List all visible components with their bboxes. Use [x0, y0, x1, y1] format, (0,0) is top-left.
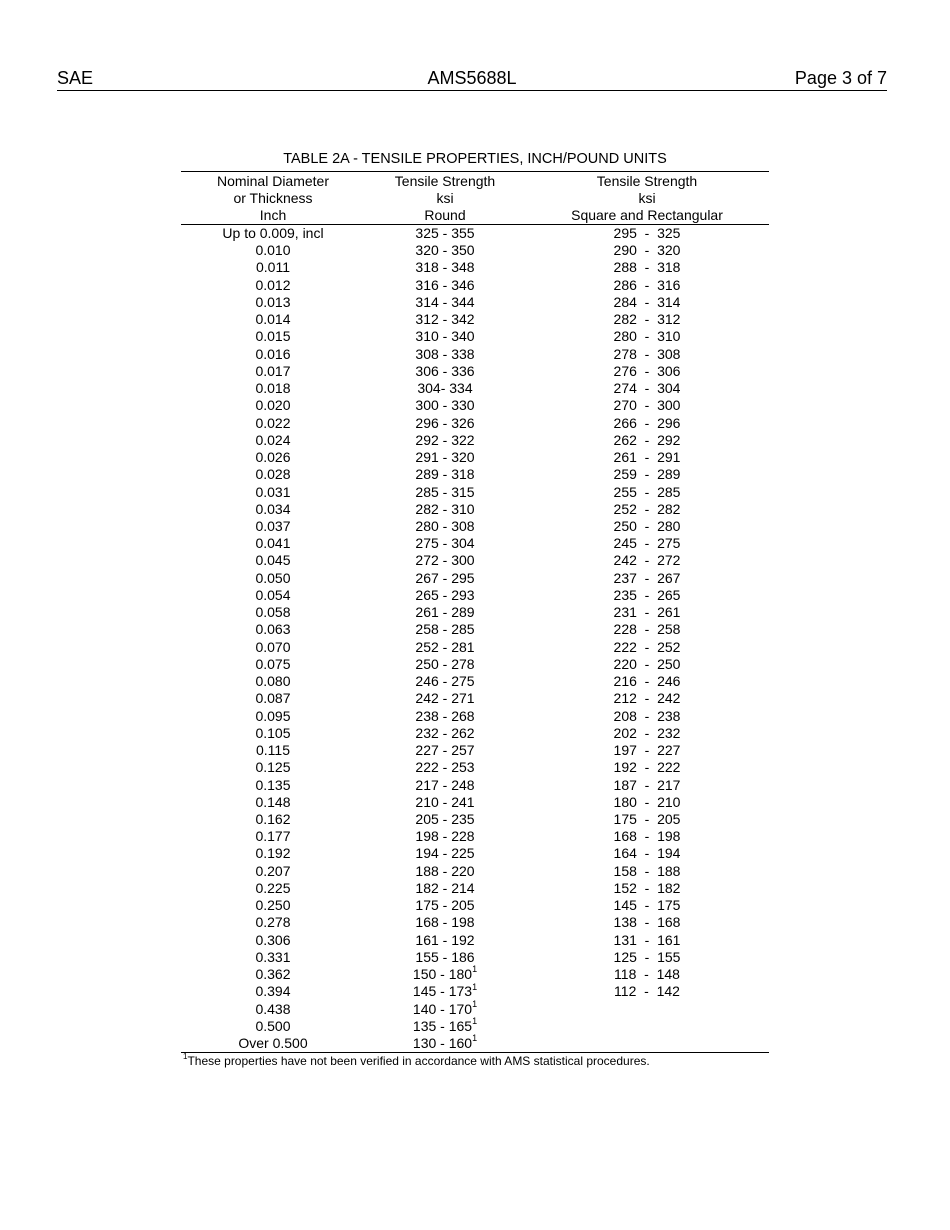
table-footnote [181, 1054, 769, 1068]
cell-round-strength [365, 914, 525, 931]
cell-square-strength: 208 - 238 [613, 707, 681, 724]
cell-dimension: 0.500 [255, 1017, 291, 1034]
cell-round-strength [365, 811, 525, 828]
footnote-ref: 1 [472, 1016, 478, 1027]
cell-round-strength [365, 845, 525, 862]
col-header-round-line3: Round [365, 207, 525, 225]
cell-dimension: 0.306 [255, 931, 291, 948]
round-strength-value: 222 - 253 [415, 759, 475, 776]
cell-square-strength: 278 - 308 [613, 345, 681, 362]
cell-round-strength [365, 966, 525, 983]
table-row [181, 552, 769, 569]
table-row [181, 983, 769, 1000]
table-row [181, 759, 769, 776]
round-strength-value: 308 - 338 [415, 345, 475, 362]
cell-round-strength [365, 587, 525, 604]
table-row [181, 484, 769, 501]
round-strength-value: 300 - 330 [415, 397, 475, 414]
table-row [181, 1035, 769, 1053]
cell-round-strength [365, 1018, 525, 1035]
table-row [181, 639, 769, 656]
cell-round-strength [365, 828, 525, 845]
table-row [181, 777, 769, 794]
table-title: TABLE 2A - TENSILE PROPERTIES, INCH/POUND UNITS [181, 150, 769, 172]
round-strength-value: 304- 334 [417, 380, 473, 397]
col-header-round-line2: ksi [436, 190, 454, 206]
round-strength-value: 325 - 355 [415, 225, 475, 241]
cell-dimension: 0.016 [255, 345, 291, 362]
footnote-ref: 1 [472, 998, 478, 1009]
round-strength-value: 312 - 342 [415, 311, 475, 328]
cell-square-strength: 288 - 318 [613, 259, 681, 276]
cell-square-strength: 145 - 175 [613, 897, 681, 914]
cell-dimension: 0.011 [256, 259, 290, 276]
round-strength-value: 175 - 205 [415, 897, 475, 914]
round-strength-value: 316 - 346 [415, 276, 475, 293]
cell-dimension: 0.028 [255, 466, 291, 483]
table-row [181, 501, 769, 518]
cell-round-strength [365, 363, 525, 380]
table-row [181, 966, 769, 983]
cell-dimension: 0.135 [255, 776, 291, 793]
round-strength-value: 280 - 308 [415, 517, 475, 534]
round-strength-value: 282 - 310 [415, 500, 475, 517]
table-row [181, 880, 769, 897]
table-row [181, 742, 769, 759]
table-header [181, 172, 769, 225]
cell-square-strength: 270 - 300 [613, 397, 681, 414]
table-row [181, 604, 769, 621]
cell-dimension: 0.207 [255, 862, 291, 879]
cell-round-strength [365, 725, 525, 742]
round-strength-value: 227 - 257 [415, 742, 475, 759]
col-header-dimension-line3: Inch [181, 207, 365, 225]
cell-dimension: 0.070 [255, 638, 291, 655]
table-row [181, 397, 769, 414]
cell-round-strength [365, 621, 525, 638]
header-org: SAE [57, 68, 94, 88]
cell-square-strength: 220 - 250 [613, 655, 681, 672]
cell-square-strength: 280 - 310 [613, 328, 681, 345]
table-row [181, 673, 769, 690]
round-strength-value: 205 - 235 [415, 810, 475, 827]
table-row [181, 380, 769, 397]
table-row [181, 621, 769, 638]
cell-square-strength: 259 - 289 [613, 466, 681, 483]
col-header-round-line1: Tensile Strength [394, 173, 496, 189]
cell-round-strength [365, 708, 525, 725]
cell-dimension: 0.250 [255, 897, 291, 914]
cell-square-strength: 216 - 246 [613, 673, 681, 690]
cell-dimension: 0.054 [255, 586, 291, 603]
round-strength-value: 198 - 228 [415, 828, 475, 845]
cell-round-strength [365, 604, 525, 621]
round-strength-value: 296 - 326 [415, 414, 475, 431]
cell-round-strength [365, 777, 525, 794]
round-strength-value: 242 - 271 [415, 690, 475, 707]
cell-square-strength: 152 - 182 [613, 879, 681, 896]
cell-square-strength: 242 - 272 [613, 552, 681, 569]
cell-square-strength: 290 - 320 [613, 242, 681, 259]
cell-dimension: 0.034 [255, 500, 291, 517]
cell-round-strength [365, 998, 525, 1018]
cell-round-strength [365, 949, 525, 966]
cell-dimension: 0.058 [255, 604, 291, 621]
cell-square-strength: 197 - 227 [613, 742, 681, 759]
table-row [181, 311, 769, 328]
round-strength-value: 217 - 248 [415, 776, 475, 793]
cell-round-strength [365, 397, 525, 414]
cell-dimension: 0.031 [255, 483, 291, 500]
cell-round-strength [365, 449, 525, 466]
cell-dimension: 0.063 [255, 621, 291, 638]
cell-square-strength [525, 1035, 769, 1053]
cell-dimension: 0.080 [255, 673, 291, 690]
cell-dimension: 0.013 [255, 293, 291, 310]
table-row [181, 570, 769, 587]
round-strength-value: 250 - 278 [415, 655, 475, 672]
footnote-mark: 1 [183, 1052, 188, 1062]
cell-square-strength: 286 - 316 [613, 276, 681, 293]
round-strength-value: 261 - 289 [415, 604, 475, 621]
table-row [181, 690, 769, 707]
cell-dimension: 0.115 [256, 742, 290, 759]
round-strength-value: 318 - 348 [415, 259, 475, 276]
table-row [181, 656, 769, 673]
cell-round-strength [365, 932, 525, 949]
cell-square-strength: 295 - 325 [613, 225, 681, 241]
cell-dimension: 0.010 [255, 242, 291, 259]
table-row [181, 432, 769, 449]
cell-round-strength [365, 1035, 525, 1053]
cell-square-strength: 138 - 168 [613, 914, 681, 931]
table-row [181, 242, 769, 259]
cell-square-strength: 158 - 188 [613, 862, 681, 879]
cell-dimension: 0.087 [255, 690, 291, 707]
table-row [181, 863, 769, 880]
cell-dimension: 0.022 [255, 414, 291, 431]
col-header-square-line3: Square and Rectangular [525, 207, 769, 225]
round-strength-value: 238 - 268 [415, 707, 475, 724]
cell-square-strength: 131 - 161 [613, 931, 681, 948]
cell-round-strength [365, 759, 525, 776]
round-strength-value: 155 - 186 [415, 948, 475, 965]
footnote-ref: 1 [472, 981, 478, 992]
cell-dimension: 0.177 [255, 828, 291, 845]
table-row [181, 277, 769, 294]
cell-square-strength: 180 - 210 [613, 793, 681, 810]
round-strength-value: 306 - 336 [415, 362, 475, 379]
round-strength-value: 291 - 320 [415, 449, 475, 466]
round-strength-value: 188 - 220 [415, 862, 475, 879]
cell-round-strength [365, 277, 525, 294]
cell-square-strength: 231 - 261 [613, 604, 681, 621]
cell-dimension: 0.095 [255, 707, 291, 724]
cell-square-strength: 192 - 222 [613, 759, 681, 776]
col-header-square-line1: Tensile Strength [596, 173, 698, 189]
table-row [181, 225, 769, 243]
table-row [181, 587, 769, 604]
cell-round-strength [365, 501, 525, 518]
round-strength-value: 314 - 344 [415, 293, 475, 310]
cell-round-strength [365, 242, 525, 259]
cell-square-strength: 245 - 275 [613, 535, 681, 552]
table-row [181, 328, 769, 345]
cell-round-strength [365, 983, 525, 1000]
cell-dimension: 0.148 [255, 793, 291, 810]
cell-dimension: 0.026 [255, 449, 291, 466]
cell-square-strength: 112 - 142 [614, 983, 680, 1000]
cell-square-strength: 212 - 242 [613, 690, 681, 707]
table-row [181, 828, 769, 845]
page-header [57, 68, 887, 91]
cell-square-strength: 187 - 217 [613, 776, 681, 793]
cell-dimension: 0.278 [255, 914, 291, 931]
cell-round-strength [365, 294, 525, 311]
table-row [181, 708, 769, 725]
table-row [181, 415, 769, 432]
cell-dimension: 0.105 [255, 724, 291, 741]
cell-round-strength [365, 690, 525, 707]
cell-round-strength [365, 432, 525, 449]
round-strength-value: 258 - 285 [415, 621, 475, 638]
cell-square-strength: 222 - 252 [613, 638, 681, 655]
cell-dimension: 0.075 [255, 655, 291, 672]
round-strength-value: 140 - 170 [412, 1000, 473, 1017]
tensile-table-block [181, 150, 769, 1068]
round-strength-value: 182 - 214 [415, 879, 475, 896]
round-strength-value: 130 - 160 [412, 1035, 473, 1052]
cell-round-strength [365, 673, 525, 690]
footnote-ref: 1 [472, 964, 478, 975]
cell-round-strength [365, 639, 525, 656]
round-strength-value: 310 - 340 [415, 328, 475, 345]
cell-dimension: 0.331 [255, 948, 291, 965]
cell-square-strength: 235 - 265 [613, 586, 681, 603]
cell-dimension: 0.012 [255, 276, 291, 293]
cell-dimension: 0.018 [255, 380, 291, 397]
cell-dimension: 0.037 [255, 517, 291, 534]
table-row [181, 466, 769, 483]
round-strength-value: 267 - 295 [415, 569, 475, 586]
footnote-ref: 1 [472, 1033, 478, 1044]
col-header-square-line2: ksi [638, 190, 656, 206]
cell-dimension: 0.024 [255, 431, 291, 448]
round-strength-value: 275 - 304 [415, 535, 475, 552]
round-strength-value: 272 - 300 [415, 552, 475, 569]
cell-round-strength [365, 415, 525, 432]
cell-round-strength [365, 346, 525, 363]
round-strength-value: 320 - 350 [415, 242, 475, 259]
cell-square-strength: 228 - 258 [613, 621, 681, 638]
cell-round-strength [365, 380, 525, 397]
cell-square-strength: 125 - 155 [613, 948, 681, 965]
cell-square-strength: 261 - 291 [613, 449, 681, 466]
cell-dimension: 0.020 [255, 397, 291, 414]
cell-round-strength [365, 259, 525, 276]
table-row [181, 346, 769, 363]
tensile-properties-table [181, 172, 769, 1053]
cell-dimension: 0.125 [255, 759, 291, 776]
header-page-number: Page 3 of 7 [794, 68, 887, 88]
cell-round-strength [365, 880, 525, 897]
cell-dimension: Over 0.500 [181, 1035, 365, 1053]
cell-round-strength [365, 535, 525, 552]
round-strength-value: 150 - 180 [412, 966, 473, 983]
cell-square-strength: 250 - 280 [613, 517, 681, 534]
col-header-dimension-line2: or Thickness [233, 190, 313, 206]
table-body [181, 225, 769, 1053]
round-strength-value: 168 - 198 [415, 914, 475, 931]
cell-square-strength: 266 - 296 [613, 414, 681, 431]
cell-square-strength: 255 - 285 [613, 483, 681, 500]
cell-square-strength [525, 1018, 769, 1035]
col-header-dimension-line1: Nominal Diameter [216, 173, 330, 189]
table-row [181, 535, 769, 552]
round-strength-value: 292 - 322 [415, 431, 475, 448]
cell-square-strength: 282 - 312 [613, 311, 681, 328]
round-strength-value: 194 - 225 [415, 845, 475, 862]
cell-round-strength [365, 794, 525, 811]
table-row [181, 845, 769, 862]
cell-dimension: 0.394 [255, 983, 291, 1000]
table-row [181, 897, 769, 914]
cell-square-strength: 202 - 232 [613, 724, 681, 741]
cell-round-strength [365, 328, 525, 345]
round-strength-value: 285 - 315 [415, 483, 475, 500]
table-row [181, 518, 769, 535]
cell-square-strength: 284 - 314 [613, 293, 681, 310]
header-spec-number: AMS5688L [427, 68, 517, 88]
cell-dimension: 0.050 [255, 569, 291, 586]
table-row [181, 294, 769, 311]
table-row [181, 811, 769, 828]
cell-square-strength: 252 - 282 [613, 500, 681, 517]
cell-square-strength: 175 - 205 [613, 810, 681, 827]
cell-square-strength: 262 - 292 [613, 431, 681, 448]
table-row [181, 363, 769, 380]
cell-round-strength [365, 518, 525, 535]
cell-square-strength [525, 1001, 769, 1018]
table-row [181, 914, 769, 931]
round-strength-value: 289 - 318 [415, 466, 475, 483]
table-row [181, 794, 769, 811]
cell-dimension: 0.041 [255, 535, 291, 552]
table-row [181, 932, 769, 949]
round-strength-value: 252 - 281 [415, 638, 475, 655]
cell-round-strength [365, 897, 525, 914]
round-strength-value: 145 - 173 [412, 983, 473, 1000]
cell-square-strength: 164 - 194 [613, 845, 681, 862]
round-strength-value: 232 - 262 [415, 724, 475, 741]
cell-dimension: Up to 0.009, incl [222, 225, 324, 241]
cell-round-strength [365, 570, 525, 587]
cell-round-strength [365, 484, 525, 501]
cell-round-strength [365, 225, 525, 243]
cell-square-strength: 237 - 267 [613, 569, 681, 586]
cell-square-strength: 168 - 198 [613, 828, 681, 845]
cell-dimension: 0.225 [255, 879, 291, 896]
cell-square-strength: 118 - 148 [614, 966, 680, 983]
cell-dimension: 0.017 [255, 362, 291, 379]
cell-square-strength: 276 - 306 [613, 362, 681, 379]
cell-round-strength [365, 466, 525, 483]
cell-dimension: 0.162 [255, 810, 291, 827]
round-strength-value: 265 - 293 [415, 586, 475, 603]
cell-round-strength [365, 311, 525, 328]
cell-dimension: 0.438 [255, 1000, 291, 1017]
cell-dimension: 0.192 [255, 845, 291, 862]
round-strength-value: 161 - 192 [415, 931, 475, 948]
cell-dimension: 0.015 [255, 328, 291, 345]
cell-dimension: 0.362 [255, 966, 291, 983]
round-strength-value: 210 - 241 [415, 793, 475, 810]
cell-round-strength [365, 552, 525, 569]
cell-round-strength [365, 742, 525, 759]
cell-square-strength: 274 - 304 [613, 380, 681, 397]
cell-dimension: 0.045 [255, 552, 291, 569]
table-row [181, 259, 769, 276]
cell-round-strength [365, 863, 525, 880]
table-row [181, 449, 769, 466]
table-row [181, 725, 769, 742]
footnote-text: These properties have not been verified in accordance with AMS statistical procedures. [187, 1054, 650, 1069]
cell-round-strength [365, 656, 525, 673]
cell-dimension: 0.014 [255, 311, 291, 328]
round-strength-value: 135 - 165 [412, 1017, 473, 1034]
round-strength-value: 246 - 275 [415, 673, 475, 690]
